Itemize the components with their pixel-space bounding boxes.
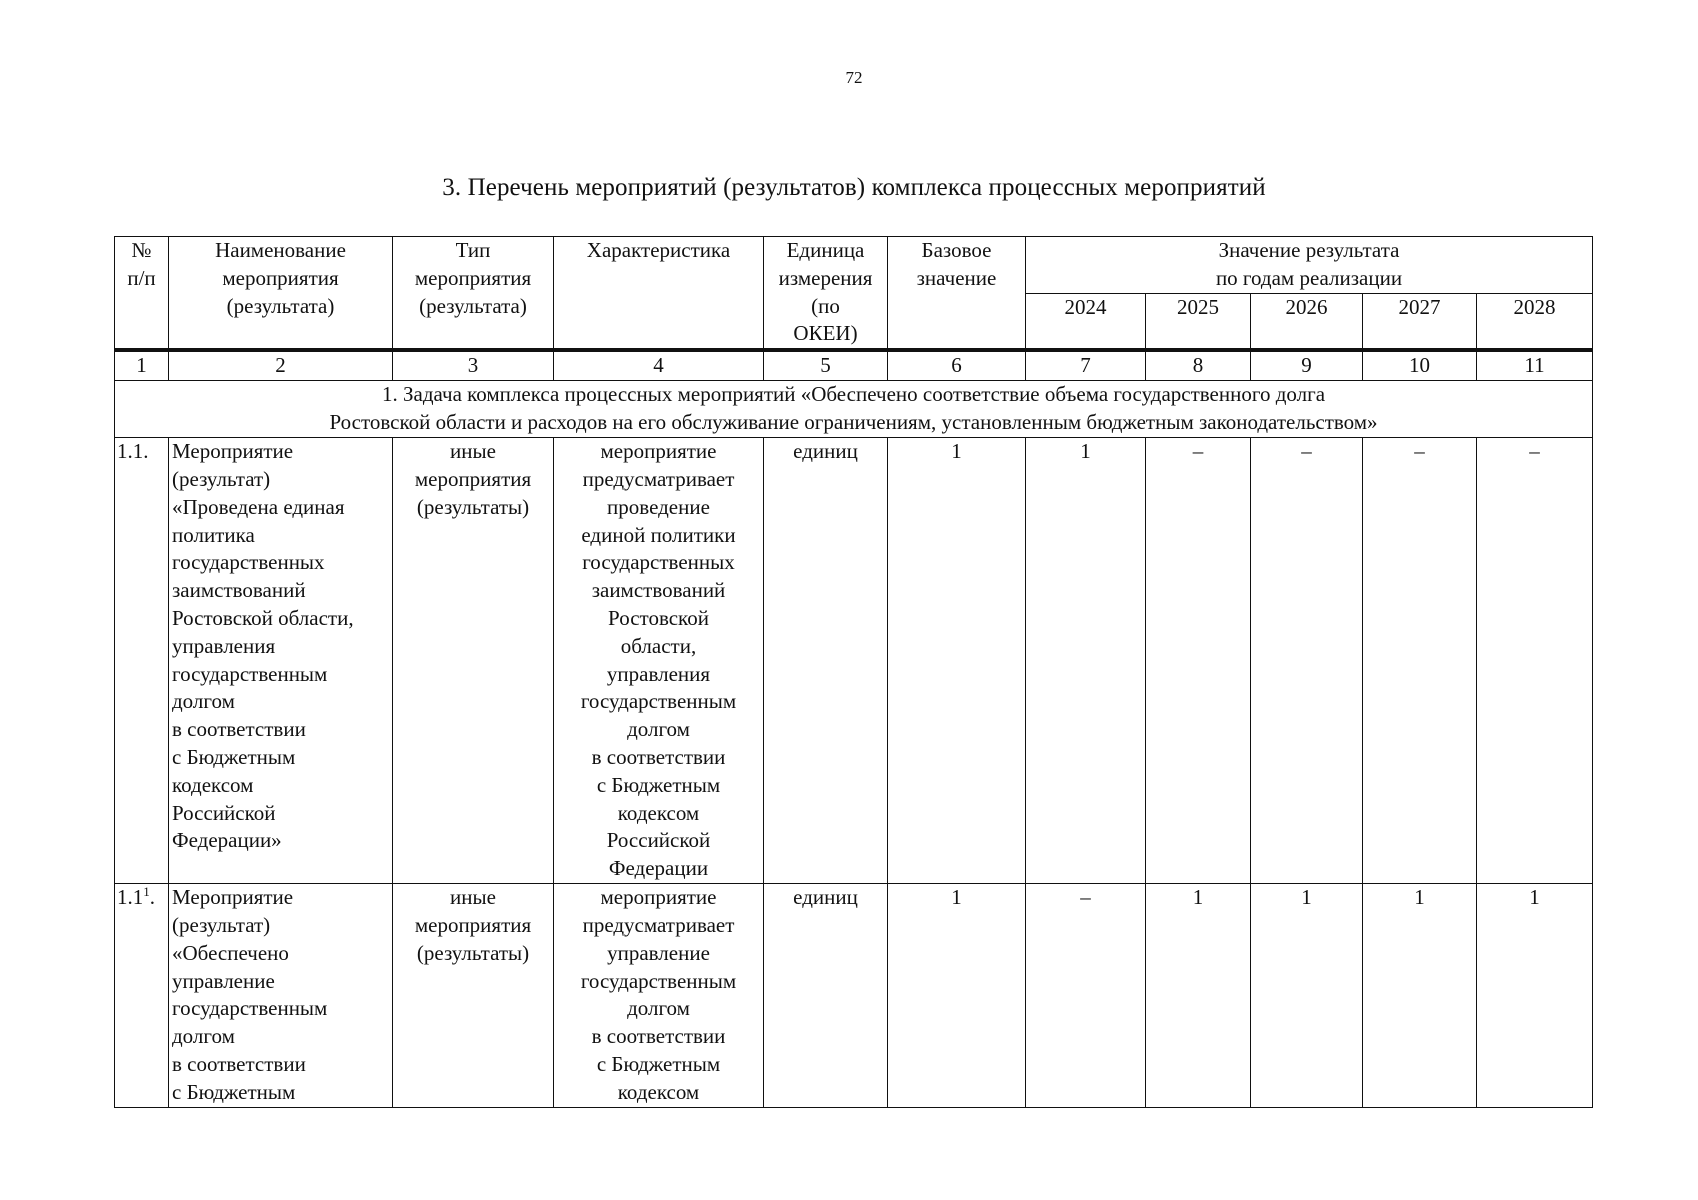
row-year-value: – xyxy=(1251,438,1363,884)
section-title: 3. Перечень мероприятий (результатов) комплекса процессных мероприятий xyxy=(442,174,1266,201)
row-year-value: – xyxy=(1477,438,1593,884)
row-year-value: 1 xyxy=(1026,438,1146,884)
column-number: 11 xyxy=(1477,350,1593,381)
task-row xyxy=(115,381,1593,438)
header-values-group: Значение результата по годам реализации xyxy=(1026,237,1593,294)
column-number: 3 xyxy=(393,350,554,381)
header-base: Базовое значение xyxy=(888,237,1026,351)
column-number: 7 xyxy=(1026,350,1146,381)
row-year-value: 1 xyxy=(1146,884,1251,1107)
row-type: иные мероприятия (результаты) xyxy=(393,438,554,884)
table-row xyxy=(115,884,1593,1107)
column-number: 1 xyxy=(115,350,169,381)
activities-table xyxy=(114,236,1593,1108)
column-number: 6 xyxy=(888,350,1026,381)
table-header-row xyxy=(115,237,1593,294)
column-number: 5 xyxy=(764,350,888,381)
row-type: иные мероприятия (результаты) xyxy=(393,884,554,1107)
row-year-value: 1 xyxy=(1251,884,1363,1107)
column-number: 9 xyxy=(1251,350,1363,381)
row-year-value: – xyxy=(1146,438,1251,884)
table-row xyxy=(115,438,1593,884)
header-num: № п/п xyxy=(115,237,169,351)
row-base-value: 1 xyxy=(888,884,1026,1107)
header-year: 2025 xyxy=(1146,293,1251,350)
page-number: 72 xyxy=(845,68,863,87)
row-year-value: 1 xyxy=(1477,884,1593,1107)
row-number: $1.1^1$. xyxy=(115,884,169,1107)
header-year: 2026 xyxy=(1251,293,1363,350)
row-number: 1.1. xyxy=(115,438,169,884)
column-number: 4 xyxy=(554,350,764,381)
header-unit: Единица измерения (по ОКЕИ) xyxy=(764,237,888,351)
header-name: Наименование мероприятия (результата) xyxy=(169,237,393,351)
row-year-value: 1 xyxy=(1363,884,1477,1107)
footnote-mark: 1 xyxy=(143,884,150,900)
task-heading: 1. Задача комплекса процессных мероприятий «Обеспечено соответствие объема государственного долга Ростовской области и расходов на его обслуживание ограничениям, установленным бюджетным законодательством» xyxy=(115,381,1593,438)
row-year-value: – xyxy=(1026,884,1146,1107)
header-characteristic: Характеристика xyxy=(554,237,764,351)
row-characteristic: мероприятие предусматривает управление государственным долгом в соответствии с Бюджетным кодексом xyxy=(554,884,764,1107)
row-base-value: 1 xyxy=(888,438,1026,884)
row-unit: единиц xyxy=(764,884,888,1107)
header-year: 2027 xyxy=(1363,293,1477,350)
row-year-value: – xyxy=(1363,438,1477,884)
row-unit: единиц xyxy=(764,438,888,884)
header-type: Тип мероприятия (результата) xyxy=(393,237,554,351)
row-name: Мероприятие (результат) «Обеспечено управление государственным долгом в соответствии с Бюджетным xyxy=(169,884,393,1107)
column-numbers-row xyxy=(115,350,1593,381)
header-year: 2028 xyxy=(1477,293,1593,350)
column-number: 8 xyxy=(1146,350,1251,381)
header-year: 2024 xyxy=(1026,293,1146,350)
column-number: 2 xyxy=(169,350,393,381)
row-name: Мероприятие (результат) «Проведена единая политика государственных заимствований Ростовской области, управления государственным долгом в соответствии с Бюджетным кодексом Российской Федерации» xyxy=(169,438,393,884)
row-characteristic: мероприятие предусматривает проведение единой политики государственных заимствований Ростовской области, управления государственным долгом в соответствии с Бюджетным кодексом Российской Федерации xyxy=(554,438,764,884)
column-number: 10 xyxy=(1363,350,1477,381)
